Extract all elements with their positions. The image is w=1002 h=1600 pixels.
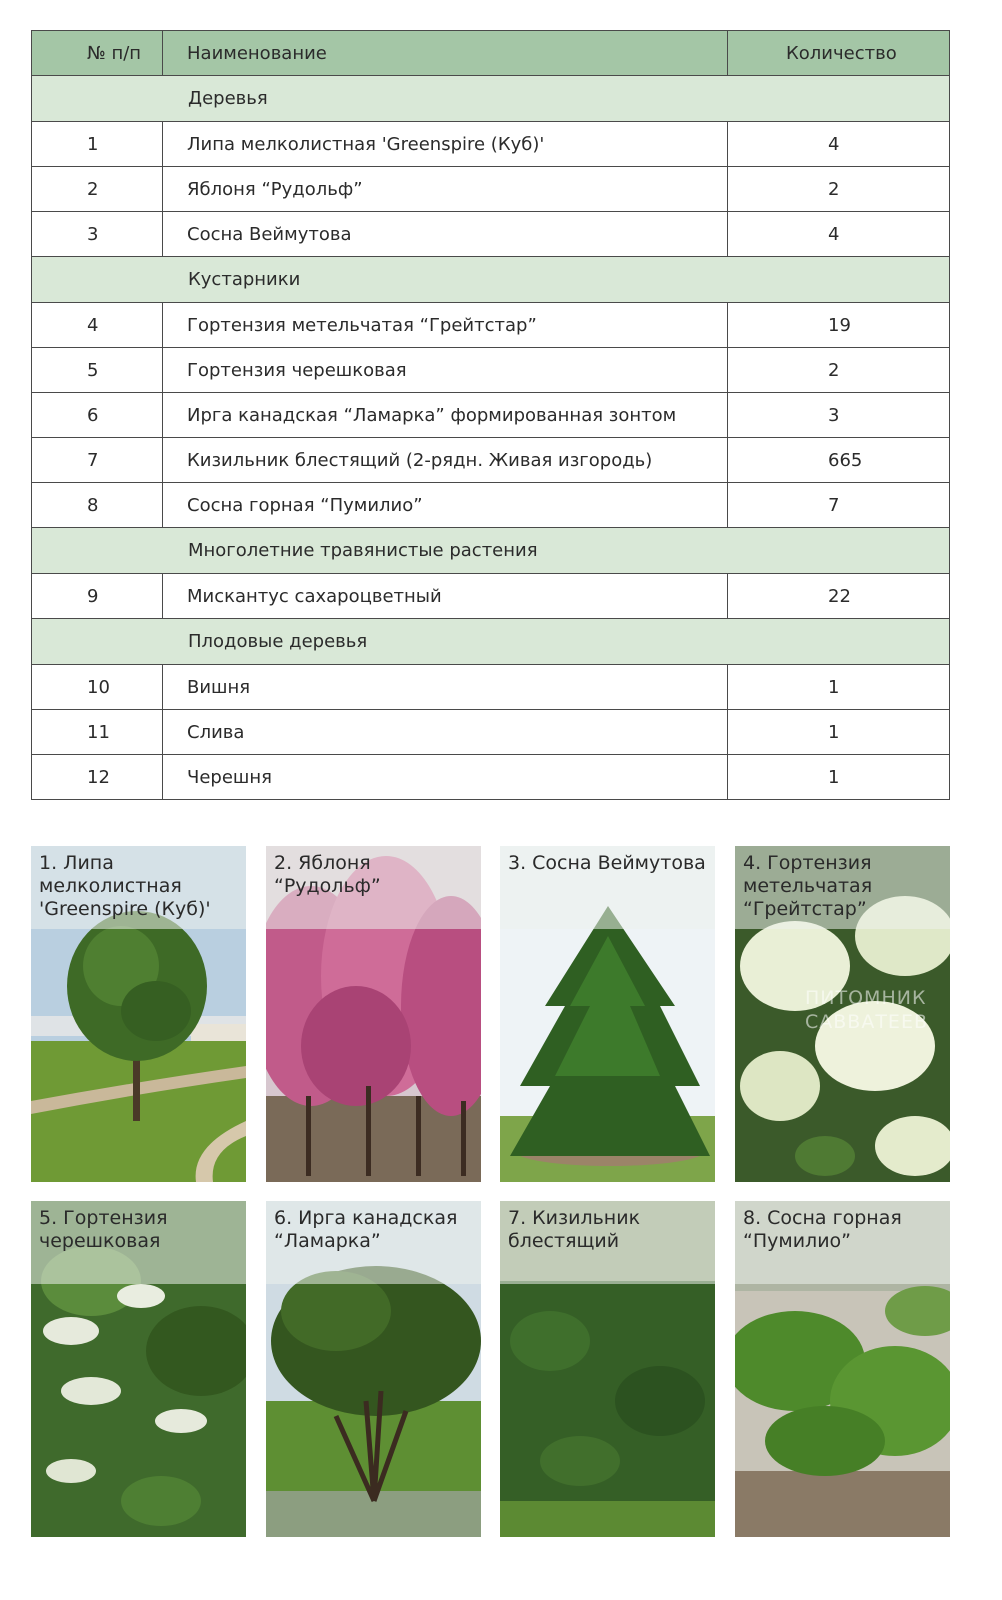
- row-name: Кизильник блестящий (2-рядн. Живая изгородь): [163, 438, 728, 483]
- table-row: [32, 348, 950, 393]
- row-number: 10: [32, 665, 163, 710]
- row-number: 11: [32, 710, 163, 755]
- photo-caption: 4. Гортензия метельчатая “Грейтстар”: [743, 852, 873, 920]
- table-row: [32, 755, 950, 800]
- row-number: 9: [32, 574, 163, 619]
- row-quantity: 3: [728, 393, 950, 438]
- table-row: [32, 710, 950, 755]
- photo-apple: [266, 846, 481, 1182]
- row-name: Гортензия черешковая: [163, 348, 728, 393]
- photo-caption: 7. Кизильник блестящий: [508, 1207, 641, 1252]
- category-row-perennials: [32, 528, 950, 574]
- row-name: Липа мелколистная 'Greenspire (Куб)': [163, 122, 728, 167]
- header-number: № п/п: [32, 31, 163, 76]
- photo-amelanchier: [266, 1201, 481, 1537]
- photo-cotoneaster: [500, 1201, 715, 1537]
- photo-hydrangea-petiolaris: [31, 1201, 246, 1537]
- photo-caption: 8. Сосна горная “Пумилио”: [743, 1207, 902, 1252]
- category-label: Многолетние травянистые растения: [32, 528, 950, 574]
- category-row-fruit-trees: [32, 619, 950, 665]
- row-quantity: 7: [728, 483, 950, 528]
- table-row: [32, 122, 950, 167]
- photo-caption: 2. Яблоня “Рудольф”: [274, 852, 381, 897]
- row-name: Мискантус сахароцветный: [163, 574, 728, 619]
- row-number: 4: [32, 303, 163, 348]
- row-number: 7: [32, 438, 163, 483]
- row-name: Сосна Веймутова: [163, 212, 728, 257]
- plant-list-table: [31, 30, 950, 800]
- table-row: [32, 483, 950, 528]
- table-row: [32, 393, 950, 438]
- table-row: [32, 212, 950, 257]
- table-row: [32, 167, 950, 212]
- row-name: Слива: [163, 710, 728, 755]
- row-number: 5: [32, 348, 163, 393]
- photo-linden: [31, 846, 246, 1182]
- photo-hydrangea-paniculata: [735, 846, 950, 1182]
- row-quantity: 2: [728, 167, 950, 212]
- category-row-trees: [32, 76, 950, 122]
- row-number: 3: [32, 212, 163, 257]
- photo-caption: 1. Липа мелколистная 'Greenspire (Куб)': [39, 852, 211, 920]
- row-quantity: 4: [728, 212, 950, 257]
- category-label: Кустарники: [32, 257, 950, 303]
- category-label: Плодовые деревья: [32, 619, 950, 665]
- row-number: 8: [32, 483, 163, 528]
- row-quantity: 4: [728, 122, 950, 167]
- row-number: 2: [32, 167, 163, 212]
- header-quantity: Количество: [728, 31, 950, 76]
- row-name: Ирга канадская “Ламарка” формированная зонтом: [163, 393, 728, 438]
- row-number: 6: [32, 393, 163, 438]
- row-number: 1: [32, 122, 163, 167]
- photo-mountain-pine: [735, 1201, 950, 1537]
- row-quantity: 22: [728, 574, 950, 619]
- row-number: 12: [32, 755, 163, 800]
- header-name: Наименование: [163, 31, 728, 76]
- photo-caption: 3. Сосна Веймутова: [508, 852, 706, 874]
- photo-white-pine: [500, 846, 715, 1182]
- row-quantity: 2: [728, 348, 950, 393]
- row-quantity: 1: [728, 665, 950, 710]
- row-name: Яблоня “Рудольф”: [163, 167, 728, 212]
- row-name: Вишня: [163, 665, 728, 710]
- photo-caption: 6. Ирга канадская “Ламарка”: [274, 1207, 458, 1252]
- watermark: ПИТОМНИК САВВАТЕЕВ: [805, 987, 928, 1033]
- row-quantity: 1: [728, 710, 950, 755]
- row-name: Гортензия метельчатая “Грейтстар”: [163, 303, 728, 348]
- row-quantity: 19: [728, 303, 950, 348]
- table-row: [32, 438, 950, 483]
- table-row: [32, 574, 950, 619]
- table-header-row: [32, 31, 950, 76]
- row-name: Сосна горная “Пумилио”: [163, 483, 728, 528]
- table-row: [32, 303, 950, 348]
- row-name: Черешня: [163, 755, 728, 800]
- photo-caption: 5. Гортензия черешковая: [39, 1207, 168, 1252]
- table-row: [32, 665, 950, 710]
- row-quantity: 1: [728, 755, 950, 800]
- row-quantity: 665: [728, 438, 950, 483]
- category-label: Деревья: [32, 76, 950, 122]
- category-row-shrubs: [32, 257, 950, 303]
